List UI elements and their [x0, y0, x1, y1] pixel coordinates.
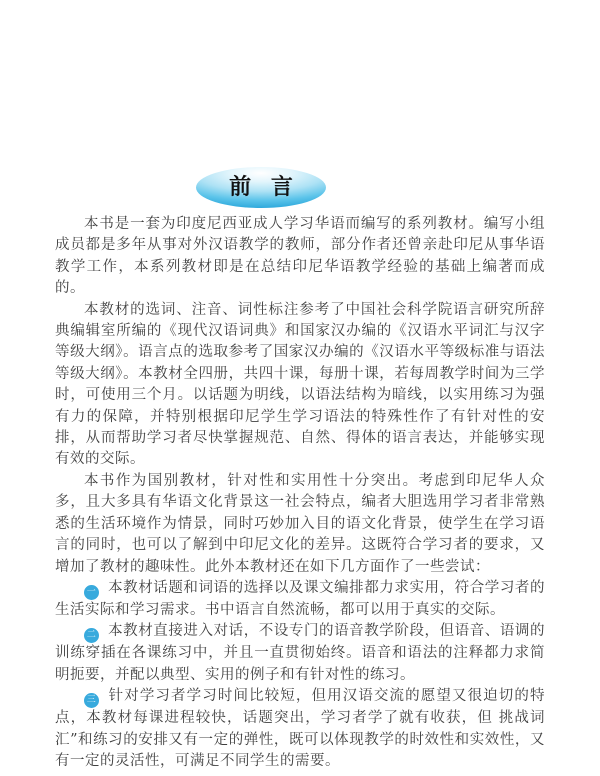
bullet-text-2: 本教材直接进入对话，不设专门的语音教学阶段，但语音、语调的训练穿插在各课练习中，并且一直贯彻始终。语音和语法的注释都力求简明扼要，并配以典型、实用的例子和有针对性的练习。: [55, 623, 545, 683]
bullet-item-2: [55, 621, 545, 686]
paragraph-country-specific: 本书作为国别教材，针对性和实用性十分突出。考虑到印尼华人众多，且大多具有华语文化背景这一社会特点，编者大胆选用学习者非常熟悉的生活环境作为情景，同时巧妙加入目的语文化背景，使学生在学习语言的同时，也可以了解到中印尼文化的差异。这既符合学习者的要求，又增加了教材的趣味性。此外本教材还在如下几方面作了一些尝试：: [55, 472, 545, 575]
bullet-text-1: 本教材话题和词语的选择以及课文编排都力求实用，符合学习者的生活实际和学习需求。书中语言自然流畅，都可以用于真实的交际。: [55, 579, 545, 618]
paragraph-references: 本教材的选词、注音、词性标注参考了中国社会科学院语言研究所辞典编辑室所编的《现代汉语词典》和国家汉办编的《汉语水平词汇与汉字等级大纲》。语言点的选取参考了国家汉办编的《汉语水平等级标准与语法等级大纲》。本教材全四册，共四十课，每册十课，若每周教学时间为三学时，可使用三个月。以话题为明线，以语法结构为暗线，以实用练习为强有力的保障，并特别根据印尼学生学习语法的特殊性作了有针对性的安排，从而帮助学习者尽快掌握规范、自然、得体的语言表达，并能够实现有效的交际。: [55, 301, 545, 468]
preface-title-badge: [196, 167, 326, 208]
bullet-number-3-icon: 三: [84, 693, 99, 708]
preface-body: [55, 214, 545, 772]
bullet-item-3: [55, 686, 545, 772]
bullet-item-1: [55, 578, 545, 621]
bullet-text-3: 针对学习者学习时间比较短，但用汉语交流的愿望又很迫切的特点，本教材每课进程较快，话题突出，学习者学了就有收获，但 挑战词汇”和练习的安排又有一定的弹性，既可以体现教学的时效性和实效性，又有一定的灵活性，可满足不同学生的需要。: [55, 688, 545, 769]
paragraph-intro: 本书是一套为印度尼西亚成人学习华语而编写的系列教材。编写小组成员都是多年从事对外汉语教学的教师，部分作者还曾亲赴印尼从事华语教学工作，本系列教材即是在总结印尼华语教学经验的基础上编著而成的。: [55, 216, 545, 297]
page-title: 前 言: [229, 173, 299, 200]
bullet-number-1-icon: 一: [84, 585, 99, 600]
bullet-number-2-icon: 二: [84, 628, 99, 643]
